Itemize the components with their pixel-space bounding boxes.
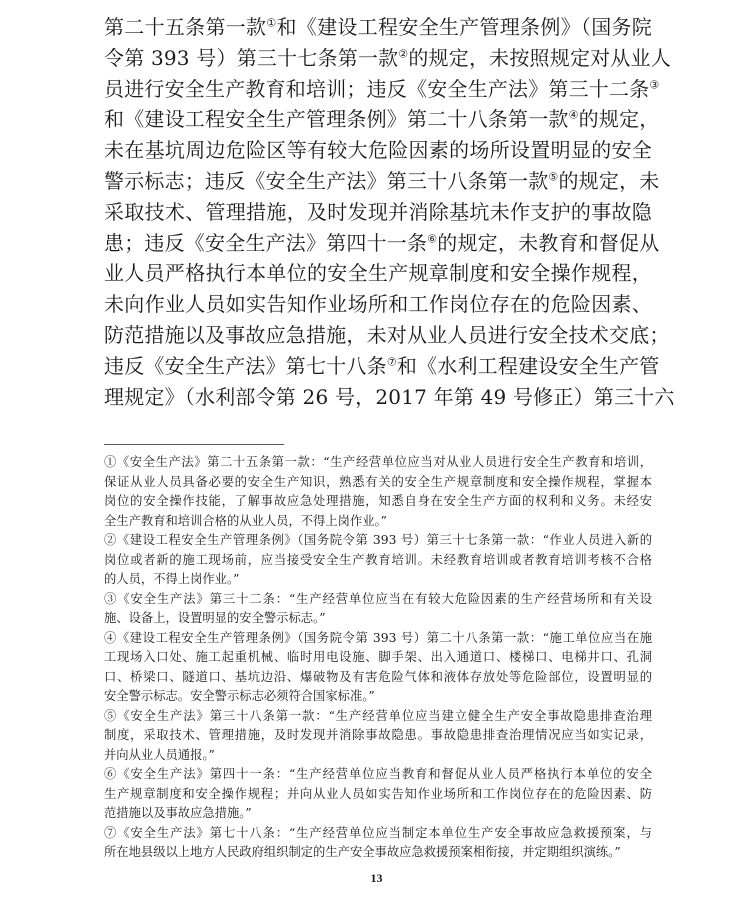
footnote-line: 的人员，不得上岗作业。” xyxy=(104,572,240,586)
footnotes xyxy=(104,453,652,863)
footnote-line: ②《建设工程安全生产管理条例》（国务院令第 393 号）第三十七条第一款：“作业人员进入新的 xyxy=(104,533,652,547)
body-line: 警示标志；违反《安全生产法》第三十八条第一款⑤的规定，未 xyxy=(104,168,660,193)
body-line: 和《建设工程安全生产管理条例》第二十八条第一款④的规定， xyxy=(104,107,660,132)
body-line: 第二十五条第一款①和《建设工程安全生产管理条例》（国务院 xyxy=(104,15,652,39)
page-number: 13 xyxy=(370,871,383,885)
body-line: 患；违反《安全生产法》第四十一条⑥的规定，未教育和督促从 xyxy=(104,230,660,255)
body-line: 员进行安全生产教育和培训；违反《安全生产法》第三十二条③ xyxy=(104,76,660,101)
footnote-line: ⑤《安全生产法》第三十八条第一款：“生产经营单位应当建立健全生产安全事故隐患排查治理 xyxy=(104,708,652,723)
footnote-line: ⑥《安全生产法》第四十一条：“生产经营单位应当教育和督促从业人员严格执行本单位的安全 xyxy=(104,767,652,781)
body-line: 未在基坑周边危险区等有较大危险因素的场所设置明显的安全 xyxy=(104,138,652,163)
footnote-line: 全生产教育和培训合格的从业人员，不得上岗作业。” xyxy=(104,513,387,528)
body-line: 理规定》（水利部令第 26 号，2017 年第 49 号修正）第三十六 xyxy=(104,384,675,409)
body-line: 令第 393 号）第三十七条第一款②的规定，未按照规定对从业人 xyxy=(104,45,671,70)
footnote-line: ⑦《安全生产法》第七十八条：“生产经营单位应当制定本单位生产安全事故应急救援预案，与 xyxy=(104,825,652,840)
footnote-line: 所在地县级以上地方人民政府组织制定的生产安全事故应急救援预案相衔接，并定期组织演练。” xyxy=(104,845,621,859)
footnote-line: 岗位的安全操作技能，了解事故应急处理措施，知悉自身在安全生产方面的权利和义务。未经安 xyxy=(104,494,652,508)
footnote-line: 并向从业人员通报。” xyxy=(104,747,215,762)
footnote-line: 口、桥梁口、隧道口、基坑边沿、爆破物及有害危险气体和液体存放处等危险部位，设置明显的 xyxy=(104,669,652,684)
footnote-line: 安全警示标志。安全警示标志必须符合国家标准。” xyxy=(104,689,375,703)
footnote-line: 岗位或者新的施工现场前，应当接受安全生产教育培训。未经教育培训或者教育培训考核不合格 xyxy=(104,552,652,567)
footnote-ref: ③ xyxy=(649,77,660,91)
footnote-line: 施、设备上，设置明显的安全警示标志。” xyxy=(104,611,326,625)
footnote-line: ④《建设工程安全生产管理条例》（国务院令第 393 号）第二十八条第一款：“施工单位应当在施 xyxy=(104,630,652,645)
footnote-separator xyxy=(104,444,284,445)
footnote-line: ③《安全生产法》第三十二条：“生产经营单位应当在有较大危险因素的生产经营场所和有关设 xyxy=(104,591,652,606)
body-line: 未向作业人员如实告知作业场所和工作岗位存在的危险因素、 xyxy=(104,292,652,317)
footnote-ref: ① xyxy=(266,16,277,30)
body-text xyxy=(104,12,675,412)
body-line: 采取技术、管理措施，及时发现并消除基坑未作支护的事故隐 xyxy=(104,199,652,224)
footnote-line: 保证从业人员具备必要的安全生产知识，熟悉有关的安全生产规章制度和安全操作规程，掌握本 xyxy=(104,474,652,489)
footnote-line: 工现场入口处、施工起重机械、临时用电设施、脚手架、出入通道口、楼梯口、电梯井口、孔洞 xyxy=(104,650,652,664)
body-line: 违反《安全生产法》第七十八条⑦和《水利工程建设安全生产管 xyxy=(104,353,660,378)
footnote-line: 生产规章制度和安全操作规程；并向从业人员如实告知作业场所和工作岗位存在的危险因素、防 xyxy=(104,786,652,801)
footnote-ref: ④ xyxy=(568,108,579,122)
footnote-ref: ⑥ xyxy=(427,231,438,245)
footnote-line: 范措施以及事故应急措施。” xyxy=(104,806,252,820)
footnote-ref: ⑦ xyxy=(386,355,397,369)
footnote-line: ①《安全生产法》第二十五条第一款：“生产经营单位应当对从业人员进行安全生产教育和培训， xyxy=(104,455,652,469)
footnote-line: 制度，采取技术、管理措施，及时发现并消除事故隐患。事故隐患排查治理情况应当如实记录， xyxy=(104,728,652,742)
body-line: 防范措施以及事故应急措施，未对从业人员进行安全技术交底； xyxy=(104,322,670,347)
body-line: 业人员严格执行本单位的安全生产规章制度和安全操作规程， xyxy=(104,261,652,286)
footnote-ref: ⑤ xyxy=(548,170,559,184)
footnote-ref: ② xyxy=(398,47,409,61)
